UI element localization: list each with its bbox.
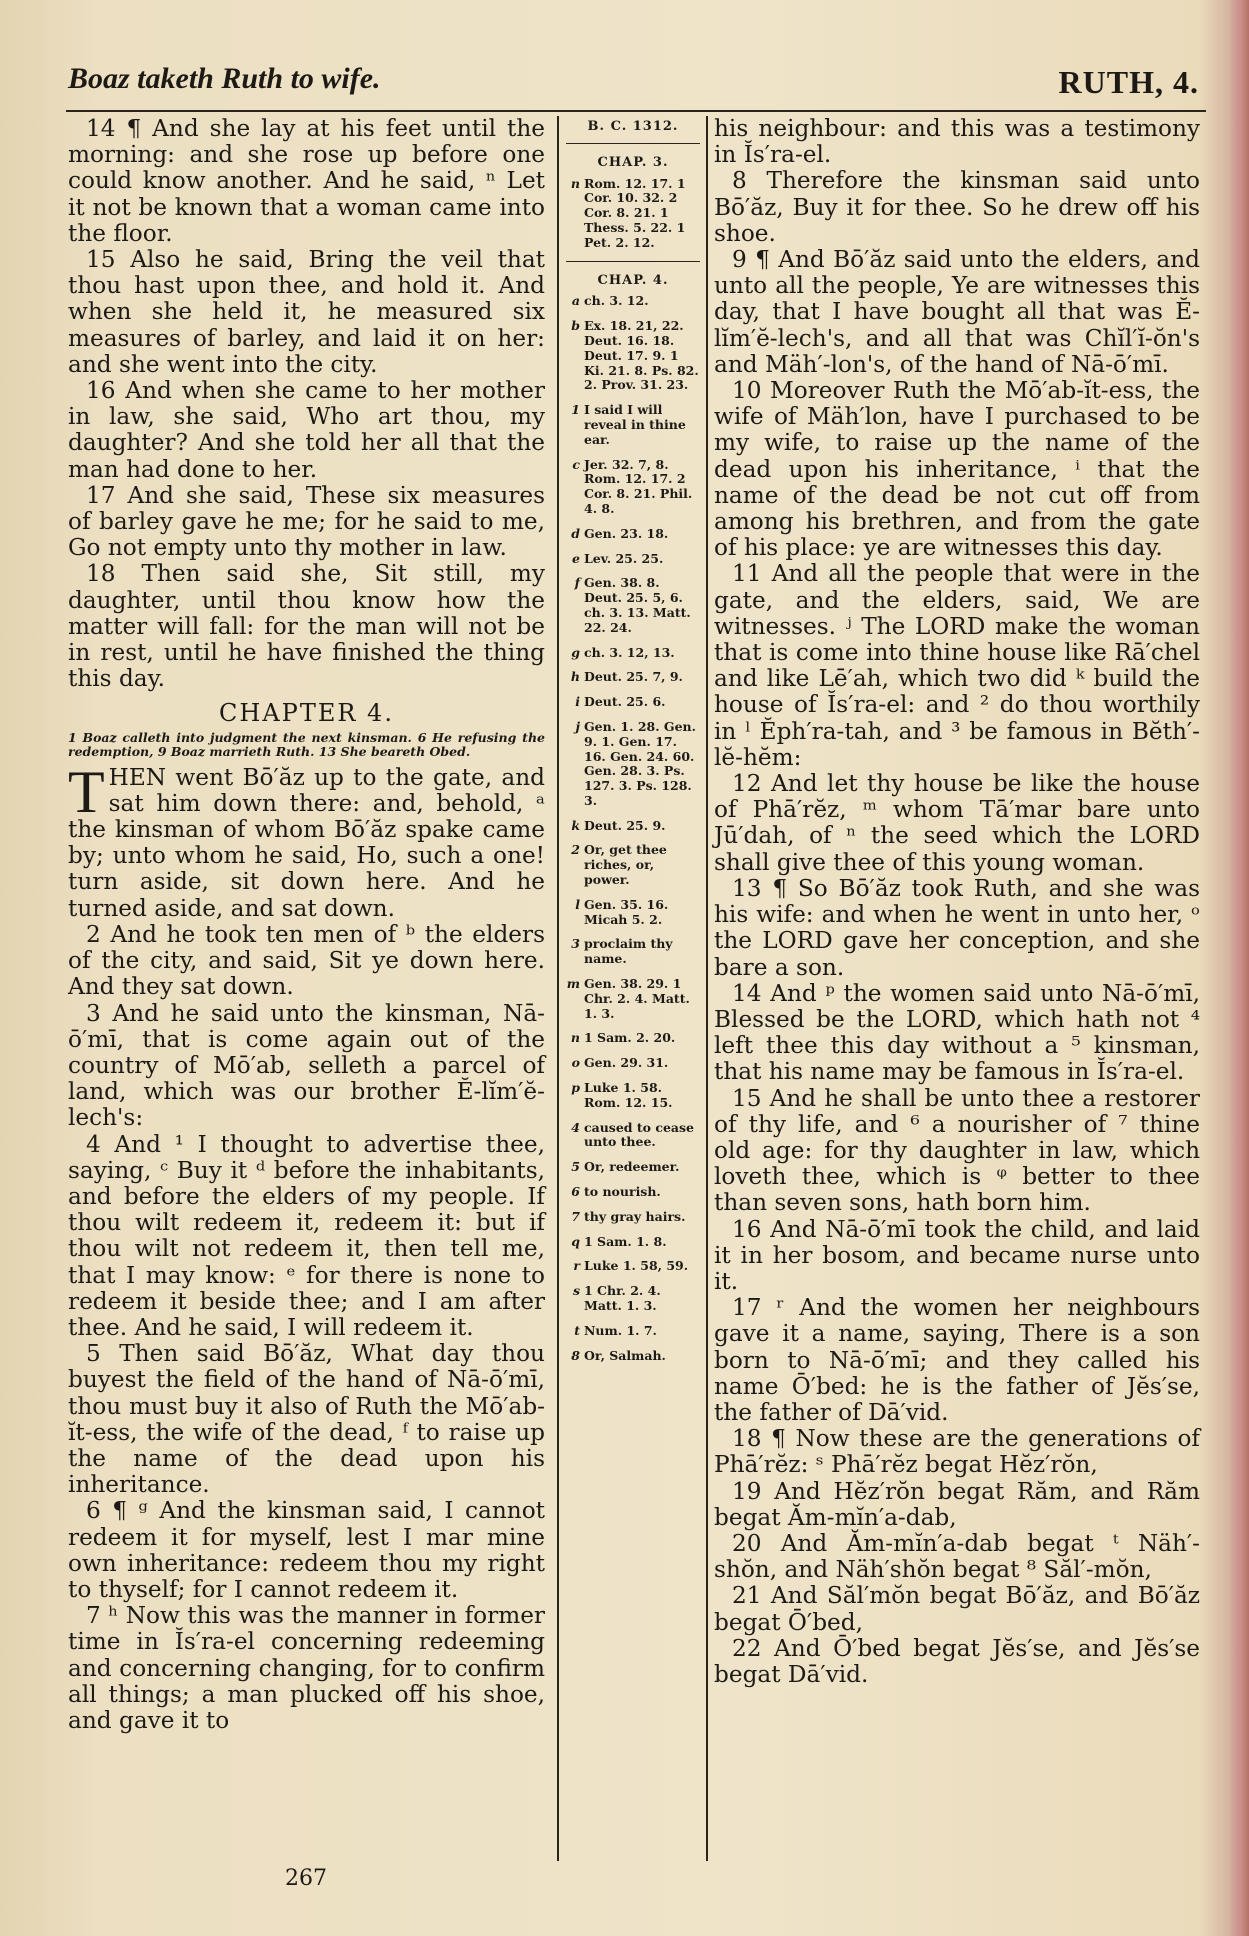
cross-reference-note [566, 977, 700, 1021]
chapter-heading: CHAPTER 4. [219, 699, 394, 728]
header-rule [66, 110, 1206, 112]
verse: 17 ʳ And the women her neighbours gave it a name, saying, There is a son born to Nā-ō′mī; and they called his name Ō′bed: he is the father of Jĕs′se, the father of Dā′vid. [714, 1294, 1200, 1426]
reference-text: Gen. 1. 28. Gen. 9. 1. Gen. 17. 16. Gen. 24. 60. Gen. 28. 3. Ps. 127. 3. Ps. 128. 3. [584, 718, 696, 808]
reference-letter: n [570, 175, 580, 191]
reference-letter: 6 [571, 1184, 580, 1200]
cross-reference-note [566, 646, 700, 661]
reference-text: Gen. 29. 31. [584, 1055, 669, 1071]
verse-1-text: HEN went Bō′ăz up to the gate, and sat him down there: and, behold, ᵃ the kinsman of whom Bō′ăz spake came by; unto whom he said, Ho, such a one! turn aside, sit down here. And he turned aside, and sat down. [68, 763, 545, 922]
cross-reference-note [566, 1160, 700, 1175]
reference-letter: 2 [571, 842, 580, 858]
reference-text: 1 Sam. 1. 8. [584, 1233, 667, 1249]
reference-text: 1 Sam. 2. 20. [584, 1030, 676, 1046]
column-divider-right [706, 116, 708, 1861]
reference-rule [566, 143, 700, 144]
verse: 22 And Ō′bed begat Jĕs′se, and Jĕs′se begat Dā′vid. [714, 1634, 1200, 1688]
reference-text: Or, redeemer. [584, 1159, 680, 1175]
page-number: 267 [285, 1866, 327, 1891]
reference-letter: 4 [571, 1119, 580, 1135]
reference-text: Luke 1. 58. Rom. 12. 15. [584, 1080, 673, 1110]
chapter-3-marker: CHAP. 3. [597, 154, 669, 170]
cross-reference-note [566, 937, 700, 967]
verse: 14 ¶ And she lay at his feet until the morning: and she rose up before one could know another. And he said, ⁿ Let it not be known that a woman came into the floor. [68, 115, 545, 247]
cross-reference-note [566, 1259, 700, 1274]
reference-letter: q [571, 1233, 580, 1249]
reference-text: Or, Salmah. [584, 1347, 666, 1363]
cross-reference-note [566, 294, 700, 309]
reference-text: Rom. 12. 17. 1 Cor. 10. 32. 2 Cor. 8. 21. 1 Thess. 5. 22. 1 Pet. 2. 12. [584, 175, 686, 250]
reference-letter: c [572, 456, 580, 472]
chapter-summary: 1 Boaz calleth into judgment the next kinsman. 6 He refusing the redemption, 9 Boaz marrieth Ruth. 13 She beareth Obed. [68, 729, 545, 759]
reference-text: Gen. 35. 16. Micah 5. 2. [584, 896, 669, 927]
cross-reference-note [566, 1324, 700, 1339]
cross-reference-note [566, 843, 700, 887]
verse: 21 And Săl′mŏn begat Bō′ăz, and Bō′ăz begat Ō′bed, [714, 1582, 1200, 1636]
reference-letter: 3 [571, 936, 580, 952]
reference-text: caused to cease unto thee. [584, 1119, 694, 1150]
verse: 2 And he took ten men of ᵇ the elders of the city, and said, Sit ye down here. And they sat down. [68, 920, 545, 1001]
verse: 7 ʰ Now this was the manner in former time in Ĭs′ra-el concerning redeeming and concerning changing, for to confirm all things; a man plucked off his shoe, and gave it to [68, 1602, 545, 1734]
cross-reference-note [566, 177, 700, 251]
reference-letter: t [574, 1322, 580, 1338]
cross-reference-note [566, 695, 700, 710]
reference-text: I said I will reveal in thine ear. [584, 402, 686, 447]
verse: 13 ¶ So Bō′ăz took Ruth, and she was his wife: and when he went in unto her, ᵒ the LORD gave her conception, and she bare a son. [714, 874, 1200, 981]
verse: 4 And ¹ I thought to advertise thee, saying, ᶜ Buy it ᵈ before the inhabitants, and before the elders of my people. If thou wilt redeem it, redeem it: but if thou wilt not redeem it, then tell me, that I may know: ᵉ for there is none to redeem it beside thee; and I am after thee. And he said, I will redeem it. [68, 1130, 545, 1341]
reference-text: Luke 1. 58, 59. [584, 1258, 689, 1274]
reference-letter: b [571, 318, 580, 334]
reference-text: Gen. 38. 29. 1 Chr. 2. 4. Matt. 1. 3. [584, 976, 690, 1021]
cross-reference-note [566, 1185, 700, 1200]
reference-text: Gen. 23. 18. [584, 525, 669, 541]
page-header-title: Boaz taketh Ruth to wife. [68, 62, 381, 95]
date-marker: B. C. 1312. [587, 119, 679, 134]
reference-letter: n [570, 1030, 580, 1046]
verse: 17 And she said, These six measures of barley gave he me; for he said to me, Go not empty unto thy mother in law. [68, 481, 545, 562]
cross-reference-note [566, 319, 700, 393]
right-text-column [714, 116, 1200, 1688]
cross-reference-note [566, 527, 700, 542]
page-edge-stain [1229, 0, 1249, 1936]
reference-letter: j [575, 718, 580, 734]
drop-cap: T [68, 758, 105, 825]
verse: 18 Then said she, Sit still, my daughter, until thou know how the matter will fall: for the man will not be in rest, until he have finished the thing this day. [68, 560, 545, 693]
reference-text: ch. 3. 12. [584, 293, 649, 309]
verse-1 [68, 758, 545, 922]
verse: 12 And let thy house be like the house of Phā′rĕz, ᵐ whom Tā′mar bare unto Jū′dah, of ⁿ the seed which the LORD shall give thee of this young woman. [714, 770, 1200, 876]
verse: 10 Moreover Ruth the Mō′ab-ĭt-ess, the wife of Mäh′lon, have I purchased to be my wife, to raise up the name of the dead upon his inheritance, ⁱ that the name of the dead be not cut off from among his brethren, and from the gate of his place: ye are witnesses this day. [714, 377, 1200, 562]
reference-text: thy gray hairs. [584, 1208, 686, 1224]
page-header-book-chapter: RUTH, 4. [1058, 64, 1199, 100]
verse: 16 And Nā-ō′mī took the child, and laid it in her bosom, and became nurse unto it. [714, 1215, 1200, 1295]
verse: 5 Then said Bō′ăz, What day thou buyest the field of the hand of Nā-ō′mī, thou must buy it also of Ruth the Mō′ab-ĭt-ess, the wife of the dead, ᶠ to raise up the name of the dead upon his inheritance. [68, 1340, 545, 1499]
cross-reference-note [566, 898, 700, 928]
cross-reference-note [566, 1235, 700, 1250]
reference-letter: 7 [571, 1208, 580, 1224]
verse: 20 And Ăm-mĭn′a-dab begat ᵗ Näh′-shŏn, and Näh′shŏn begat ⁸ Săl′-mŏn, [714, 1529, 1200, 1584]
reference-text: Ex. 18. 21, 22. Deut. 16. 18. Deut. 17. 9. 1 Ki. 21. 8. Ps. 82. 2. Prov. 31. 23. [584, 318, 699, 393]
reference-text: Num. 1. 7. [584, 1322, 657, 1338]
verse: 9 ¶ And Bō′ăz said unto the elders, and unto all the people, Ye are witnesses this day, that I have bought all that was Ĕ-lĭm′ĕ-lech's, and all that was Chĭl′ĭ-ŏn's and Mäh′-lon's, of the hand of Nā-ō′mī. [714, 246, 1200, 378]
cross-reference-note [566, 1081, 700, 1111]
verse: 14 And ᵖ the women said unto Nā-ō′mī, Blessed be the LORD, which hath not ⁴ left thee this day without a ⁵ kinsman, that his name may be famous in Ĭs′ra-el. [714, 979, 1200, 1086]
verse: his neighbour: and this was a testimony in Ĭs′ra-el. [714, 115, 1200, 169]
chapter-4-notes [566, 294, 700, 1363]
reference-letter: l [575, 896, 580, 912]
cross-reference-column [566, 120, 700, 1373]
reference-rule [566, 261, 700, 262]
reference-letter: p [571, 1080, 580, 1096]
reference-text: to nourish. [584, 1184, 661, 1200]
cross-reference-note [566, 1056, 700, 1071]
cross-reference-note [566, 1121, 700, 1151]
reference-text: Deut. 25. 7, 9. [584, 669, 683, 685]
reference-text: 1 Chr. 2. 4. Matt. 1. 3. [584, 1283, 661, 1314]
reference-letter: m [566, 976, 580, 992]
reference-letter: g [571, 644, 580, 660]
verse: 15 And he shall be unto thee a restorer of thy life, and ⁶ a nourisher of ⁷ thine old age: for thy daughter in law, which loveth thee, which is ᵠ better to thee than seven sons, hath born him. [714, 1084, 1200, 1217]
cross-reference-note [566, 458, 700, 517]
reference-letter: d [571, 525, 580, 541]
cross-reference-note [566, 1031, 700, 1046]
verse: 18 ¶ Now these are the generations of Phā′rĕz: ˢ Phā′rĕz begat Hĕz′rŏn, [714, 1425, 1200, 1479]
reference-text: proclaim thy name. [584, 936, 673, 967]
reference-letter: f [574, 575, 580, 591]
reference-letter: a [571, 293, 580, 309]
verse: 3 And he said unto the kinsman, Nā-ō′mī, that is come again out of the country of Mō′ab, selleth a parcel of land, which was our brother Ĕ-lĭm′ĕ-lech's: [68, 999, 545, 1132]
cross-reference-note [566, 1210, 700, 1225]
reference-text: Or, get thee riches, or, power. [584, 842, 667, 888]
reference-letter: h [570, 669, 580, 685]
reference-letter: e [572, 550, 580, 566]
reference-text: Deut. 25. 9. [584, 817, 666, 833]
reference-letter: r [573, 1258, 580, 1274]
verse: 16 And when she came to her mother in law, she said, Who art thou, my daughter? And she told her all that the man had done to her. [68, 377, 545, 483]
reference-letter: 8 [571, 1347, 580, 1363]
reference-text: ch. 3. 12, 13. [584, 644, 675, 660]
reference-text: Lev. 25. 25. [584, 550, 664, 566]
cross-reference-note [566, 576, 700, 635]
cross-reference-note [566, 552, 700, 567]
verse: 11 And all the people that were in the gate, and the elders, said, We are witnesses. ʲ The LORD make the woman that is come into thine house like Rā′chel and like Lē′ah, which two did ᵏ build the house of Ĭs′ra-el: and ² do thou worthily in ˡ Ĕph′ra-tah, and ³ be famous in Bĕth′-lĕ-hĕm: [714, 560, 1200, 771]
verse: 6 ¶ ᵍ And the kinsman said, I cannot redeem it for myself, lest I mar mine own inheritance: redeem thou my right to thyself; for I cannot redeem it. [68, 1497, 545, 1603]
reference-letter: 5 [571, 1159, 580, 1175]
cross-reference-note [566, 720, 700, 809]
reference-letter: 1 [571, 402, 580, 418]
left-text-column [68, 116, 545, 1734]
chapter-4-marker: CHAP. 4. [597, 272, 669, 288]
verse: 15 Also he said, Bring the veil that thou hast upon thee, and hold it. And when she held it, he measured six measures of barley, and laid it on her: and she went into the city. [68, 246, 545, 378]
reference-text: Jer. 32. 7, 8. Rom. 12. 17. 2 Cor. 8. 21. Phil. 4. 8. [584, 456, 693, 516]
cross-reference-note [566, 1349, 700, 1364]
reference-letter: k [571, 817, 580, 833]
chapter-3-notes [566, 177, 700, 251]
reference-text: Deut. 25. 6. [584, 694, 666, 710]
cross-reference-note [566, 403, 700, 447]
reference-letter: i [575, 694, 580, 710]
cross-reference-note [566, 670, 700, 685]
cross-reference-note [566, 1284, 700, 1314]
verse: 19 And Hĕz′rŏn begat Răm, and Răm begat Ăm-mĭn′a-dab, [714, 1477, 1200, 1531]
reference-text: Gen. 38. 8. Deut. 25. 5, 6. ch. 3. 13. Matt. 22. 24. [584, 575, 691, 635]
verse: 8 Therefore the kinsman said unto Bō′ăz, Buy it for thee. So he drew off his shoe. [714, 167, 1200, 247]
reference-letter: o [571, 1055, 580, 1071]
cross-reference-note [566, 819, 700, 834]
column-divider-left [557, 116, 559, 1861]
reference-letter: s [572, 1283, 580, 1299]
